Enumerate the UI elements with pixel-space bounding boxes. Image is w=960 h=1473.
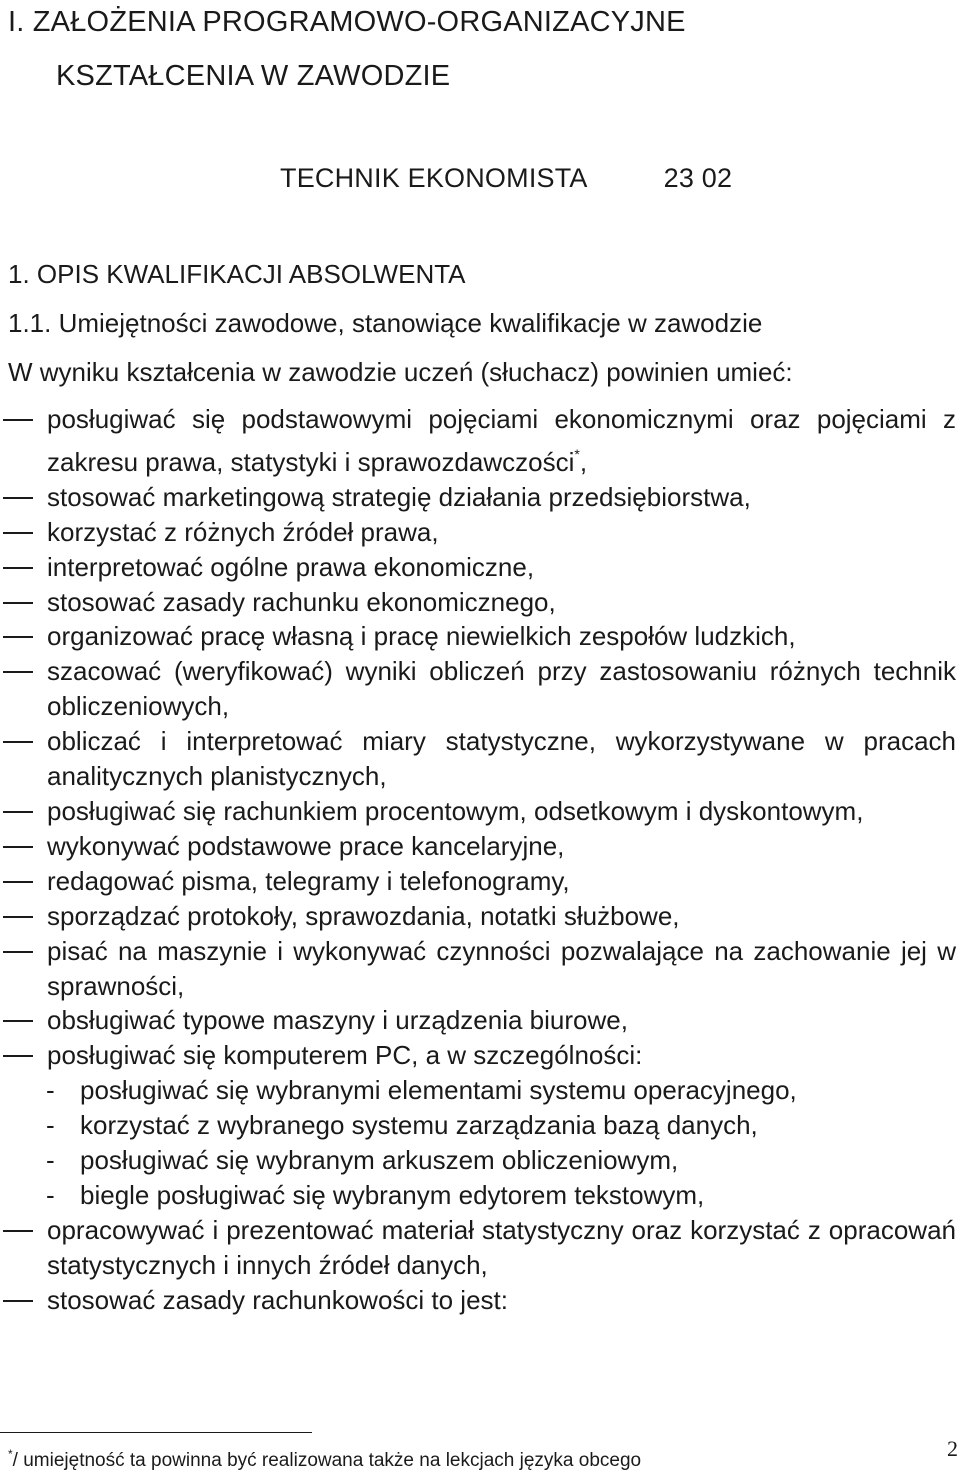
hyphen-bullet: - <box>46 1075 55 1106</box>
dash-bullet <box>3 916 33 918</box>
list-item <box>0 899 960 934</box>
page-number: 2 <box>947 1436 958 1461</box>
heading-line-1: I. ZAŁOŻENIA PROGRAMOWO-ORGANIZACYJNE <box>8 6 686 38</box>
list-item <box>0 794 960 829</box>
dash-bullet <box>3 881 33 883</box>
dash-bullet <box>3 532 33 534</box>
list-item <box>0 1003 960 1038</box>
profession-name: TECHNIK EKONOMISTA <box>280 163 588 193</box>
sub-list-item <box>0 1108 960 1143</box>
dash-bullet <box>3 602 33 604</box>
footnote-marker: * <box>574 445 580 462</box>
sub-skill-text: korzystać z wybranego systemu zarządzania bazą danych, <box>80 1110 758 1141</box>
skill-text: posługiwać się rachunkiem procentowym, odsetkowym i dyskontowym, <box>47 795 864 826</box>
footnote-text: / umiejętność ta powinna być realizowana także na lekcjach języka obcego <box>12 1450 642 1471</box>
skill-text: obsługiwać typowe maszyny i urządzenia biurowe, <box>47 1005 628 1036</box>
list-item <box>0 829 960 864</box>
list-item <box>0 1038 960 1073</box>
dash-bullet <box>3 811 33 813</box>
sub-skill-text: posługiwać się wybranymi elementami systemu operacyjnego, <box>80 1075 797 1106</box>
list-item <box>0 402 960 480</box>
dash-bullet <box>3 951 33 953</box>
dash-bullet <box>3 1055 33 1057</box>
skill-text: interpretować ogólne prawa ekonomiczne, <box>47 551 535 582</box>
hyphen-bullet: - <box>46 1110 55 1141</box>
subsection-title: 1.1. Umiejętności zawodowe, stanowiące kwalifikacje w zawodzie <box>8 308 763 338</box>
list-item <box>0 1283 960 1318</box>
list-item <box>0 515 960 550</box>
skill-text: wykonywać podstawowe prace kancelaryjne, <box>47 830 565 861</box>
skill-text: sporządzać protokoły, sprawozdania, notatki służbowe, <box>47 900 680 931</box>
list-item <box>0 1213 960 1283</box>
dash-bullet <box>3 497 33 499</box>
footnote-marker: * <box>8 1447 13 1461</box>
skill-text: redagować pisma, telegramy i telefonogramy, <box>47 865 570 896</box>
list-item <box>0 585 960 620</box>
skill-text: opracowywać i prezentować materiał statystyczny oraz korzystać z opracowań statystycznych i innych źródeł danych, <box>47 1214 956 1280</box>
list-item <box>0 724 960 794</box>
profession-code: 23 02 <box>663 163 733 193</box>
skill-text: posługiwać się komputerem PC, a w szczególności: <box>47 1040 643 1071</box>
hyphen-bullet: - <box>46 1145 55 1176</box>
dash-bullet <box>3 1230 33 1232</box>
dash-bullet <box>3 636 33 638</box>
list-item <box>0 654 960 724</box>
dash-bullet <box>3 1300 33 1302</box>
list-item <box>0 619 960 654</box>
list-item <box>0 934 960 1004</box>
dash-bullet <box>3 671 33 673</box>
list-item <box>0 864 960 899</box>
skill-text: organizować pracę własną i pracę niewielkich zespołów ludzkich, <box>47 621 796 652</box>
skill-text: korzystać z różnych źródeł prawa, <box>47 516 439 547</box>
sub-list-item <box>0 1143 960 1178</box>
profession-heading <box>280 159 732 197</box>
sub-skill-text: posługiwać się wybranym arkuszem obliczeniowym, <box>80 1145 679 1176</box>
intro-text: W wyniku kształcenia w zawodzie uczeń (słuchacz) powinien umieć: <box>8 357 793 387</box>
skill-text: obliczać i interpretować miary statystyczne, wykorzystywane w pracach analitycznych planistycznych, <box>47 726 956 792</box>
skill-text: posługiwać się podstawowymi pojęciami ekonomicznymi oraz pojęciami z zakresu prawa, statystyki i sprawozdawczości <box>47 404 956 477</box>
list-item <box>0 480 960 515</box>
footnote-separator <box>0 1432 312 1433</box>
heading-line-2: KSZTAŁCENIA W ZAWODZIE <box>56 60 451 92</box>
skill-text-tail: , <box>579 446 588 477</box>
skill-text: stosować zasady rachunku ekonomicznego, <box>47 586 556 617</box>
footnote <box>8 1442 641 1473</box>
skill-text: stosować marketingową strategię działania przedsiębiorstwa, <box>47 481 751 512</box>
dash-bullet <box>3 741 33 743</box>
dash-bullet <box>3 567 33 569</box>
sub-skill-text: biegle posługiwać się wybranym edytorem tekstowym, <box>80 1179 705 1210</box>
list-item <box>0 550 960 585</box>
dash-bullet <box>3 419 33 421</box>
skill-text: stosować zasady rachunkowości to jest: <box>47 1284 508 1315</box>
hyphen-bullet: - <box>46 1179 55 1210</box>
sub-list-item <box>0 1178 960 1213</box>
sub-list-item <box>0 1073 960 1108</box>
dash-bullet <box>3 1020 33 1022</box>
dash-bullet <box>3 846 33 848</box>
skill-text: pisać na maszynie i wykonywać czynności pozwalające na zachowanie jej w sprawności, <box>47 935 956 1001</box>
section-title: 1. OPIS KWALIFIKACJI ABSOLWENTA <box>8 259 466 289</box>
skills-list <box>0 402 960 1318</box>
skill-text: szacować (weryfikować) wyniki obliczeń przy zastosowaniu różnych technik obliczeniowych, <box>47 656 956 722</box>
